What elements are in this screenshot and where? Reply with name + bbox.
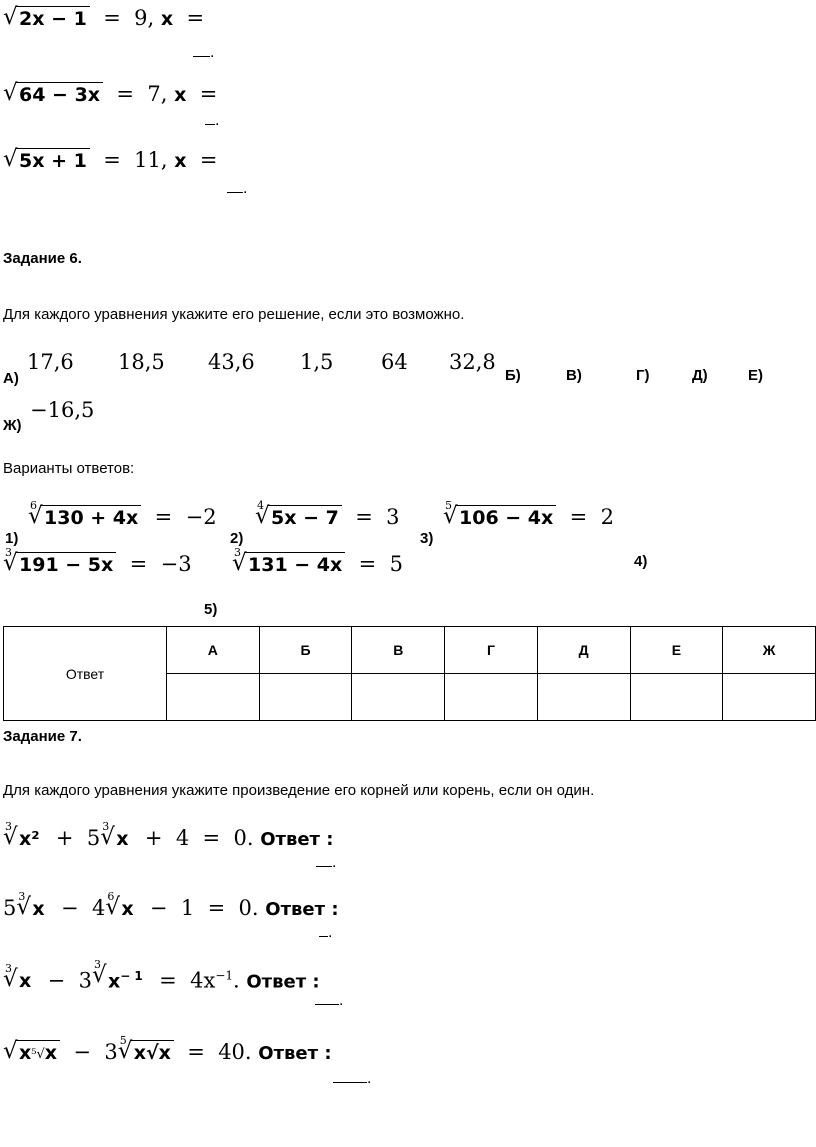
task6-instruction: Для каждого уравнения укажите его решение, если это возможно.	[3, 306, 465, 323]
radicand: 191 − 5x	[16, 552, 116, 577]
radicand: 5x − 7	[268, 505, 342, 530]
sqrt-symbol	[3, 148, 90, 173]
option-value-4: 1,5	[300, 350, 334, 374]
answer-cell-a[interactable]	[167, 674, 260, 721]
option-value-6: 32,8	[449, 350, 496, 374]
answer-blank[interactable]: .	[315, 992, 343, 1010]
option-letter-g: Г)	[636, 367, 650, 384]
variant-number-2: 2)	[230, 530, 244, 547]
table-header-b: Б	[259, 627, 352, 674]
answer-table	[3, 626, 816, 721]
rhs: 11	[134, 148, 161, 172]
root-index: √ 3	[5, 546, 12, 559]
sqrt-symbol	[3, 82, 103, 107]
rhs: 3	[386, 505, 400, 529]
table-header-d: Д	[537, 627, 630, 674]
answer-cell-d[interactable]	[537, 674, 630, 721]
variant-eq-2: √ 4 5x − 7 = 3	[255, 505, 400, 530]
equation-3: √ 5x + 1 = 11, x =	[3, 148, 217, 173]
option-value-3: 43,6	[208, 350, 255, 374]
task6-title: Задание 6.	[3, 250, 82, 267]
rhs: 9	[134, 6, 148, 30]
variable: x	[160, 8, 174, 30]
option-letter-zh: Ж)	[3, 417, 22, 434]
answer-word: Ответ :	[265, 899, 339, 920]
equation-2: √ 64 − 3x = 7, x =	[3, 82, 217, 107]
variant-eq-3: √ 5 106 − 4x = 2	[443, 505, 614, 530]
table-header-v: В	[352, 627, 445, 674]
radicand: 131 − 4x	[245, 552, 345, 577]
rhs: 5	[389, 552, 403, 576]
variant-eq-1: √ 6 130 + 4x = −2	[28, 505, 217, 530]
option-letter-e: Е)	[748, 367, 763, 384]
answer-cell-zh[interactable]	[723, 674, 816, 721]
option-value-1: 17,6	[27, 350, 74, 374]
rhs: 0	[238, 896, 252, 920]
variant-eq-5: √ 3 131 − 4x = 5	[232, 552, 403, 577]
option-letter-d: Д)	[692, 367, 708, 384]
root-index: √ 5	[445, 499, 452, 512]
answer-blank[interactable]: .	[319, 924, 332, 942]
rhs: 40	[218, 1040, 245, 1064]
radicand: 130 + 4x	[41, 505, 141, 530]
task7-instruction: Для каждого уравнения укажите произведение его корней или корень, если он один.	[3, 782, 595, 799]
answer-blank[interactable]: .	[193, 44, 210, 62]
radicand: 64 − 3x	[16, 82, 103, 107]
root-index: √ 6	[30, 499, 37, 512]
answer-cell-v[interactable]	[352, 674, 445, 721]
option-value-2: 18,5	[118, 350, 165, 374]
answer-word: Ответ :	[246, 971, 320, 993]
task7-title: Задание 7.	[3, 728, 82, 745]
answer-word: Ответ :	[258, 1043, 332, 1064]
table-header-a: А	[167, 627, 260, 674]
variant-number-3: 3)	[420, 530, 434, 547]
table-header-row	[4, 627, 816, 674]
rhs: 2	[600, 505, 614, 529]
rhs: −2	[185, 505, 217, 529]
answer-cell-e[interactable]	[630, 674, 723, 721]
root-index: √ 3	[234, 546, 241, 559]
answer-cell-g[interactable]	[445, 674, 538, 721]
equation-1: √ 2x − 1 = 9, x =	[3, 6, 204, 31]
root-index: √ 4	[257, 499, 264, 512]
table-header-g: Г	[445, 627, 538, 674]
answer-cell-b[interactable]	[259, 674, 352, 721]
variants-label: Варианты ответов:	[3, 460, 135, 477]
rhs: −3	[160, 552, 192, 576]
rhs: 0	[233, 826, 247, 850]
answer-blank[interactable]: .	[227, 180, 247, 198]
variable: x	[174, 150, 187, 172]
option-letter-a: А)	[3, 370, 19, 387]
variable: x	[174, 84, 187, 106]
task7-equation-2: 5 √ 3 x − 4 √ 6 x − 1 = 0. Ответ :	[3, 896, 339, 921]
answer-blank[interactable]: .	[333, 1070, 371, 1088]
option-value-5: 64	[381, 350, 408, 374]
radicand: 5x + 1	[16, 148, 90, 173]
answer-word: Ответ :	[260, 829, 334, 850]
variant-number-1: 1)	[5, 530, 19, 547]
option-letter-b: Б)	[505, 367, 521, 384]
sqrt-symbol	[3, 6, 90, 31]
option-value-7: −16,5	[30, 398, 95, 422]
rhs: 4x	[190, 968, 216, 993]
rhs: 7	[147, 82, 161, 106]
task7-equation-1: √ 3 x² + 5 √ 3 x + 4 = 0. Ответ :	[3, 826, 333, 851]
table-header-zh: Ж	[723, 627, 816, 674]
table-header-e: Е	[630, 627, 723, 674]
answer-blank[interactable]: .	[205, 112, 219, 130]
variant-number-4: 4)	[634, 553, 648, 570]
task7-equation-3: √ 3 x − 3 √ 3 $x^{- 1} = 4x^{-1}$. Ответ :	[3, 964, 320, 993]
variant-number-5: 5)	[204, 601, 218, 618]
variant-eq-4: √ 3 191 − 5x = −3	[3, 552, 192, 577]
radicand: 106 − 4x	[456, 505, 556, 530]
row-label: Ответ	[4, 627, 167, 721]
answer-blank[interactable]: .	[316, 854, 336, 872]
task7-equation-4: √ x⁵√x − 3 √ 5 x√x = 40. Ответ :	[3, 1040, 332, 1067]
option-letter-v: В)	[566, 367, 582, 384]
radicand: 2x − 1	[16, 6, 90, 31]
